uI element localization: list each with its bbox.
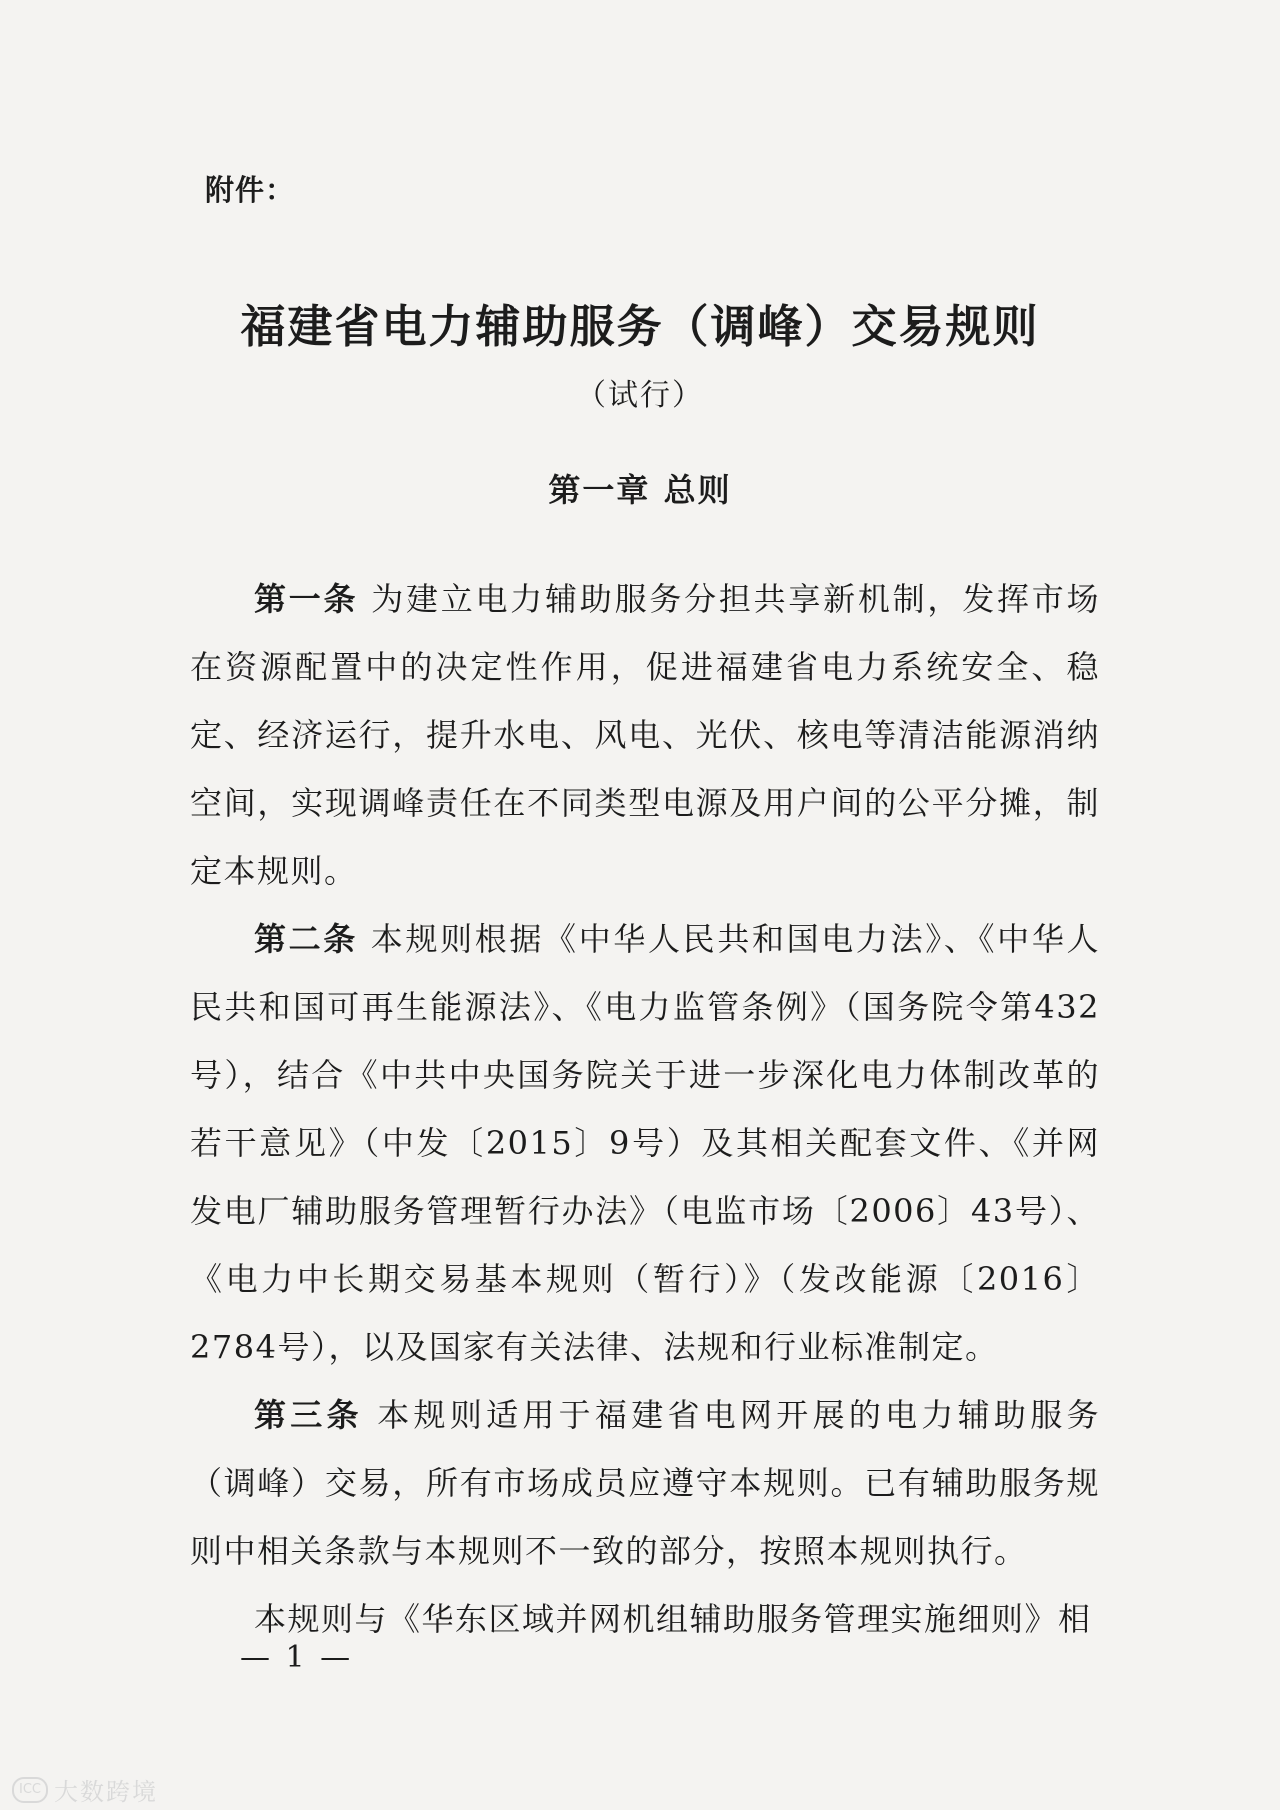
article-1-head: 第一条 — [254, 580, 359, 618]
watermark-logo-icon: ICC — [12, 1777, 48, 1803]
article-3-head: 第三条 — [254, 1396, 363, 1434]
article-1 — [190, 565, 1100, 905]
attachment-label: 附件： — [205, 173, 296, 207]
article-2-text: 本规则根据《中华人民共和国电力法》、《中华人民共和国可再生能源法》、《电力监管条例》（国务院令第432号），结合《中共中央国务院关于进一步深化电力体制改革的若干意见》（中发〔2015〕9号）及其相关配套文件、《并网发电厂辅助服务管理暂行办法》（电监市场〔2006〕43号）、《电力中长期交易基本规则（暂行）》（发改能源〔2016〕2784号），以及国家有关法律、法规和行业标准制定。 — [190, 920, 1100, 1366]
article-3 — [190, 1381, 1100, 1585]
continuation-paragraph: 本规则与《华东区域并网机组辅助服务管理实施细则》相 — [254, 1600, 1092, 1638]
chapter-heading: 第一章 总则 — [548, 471, 732, 509]
article-2-head: 第二条 — [254, 920, 358, 958]
watermark-text: 大数跨境 — [54, 1778, 158, 1806]
page-number: — 1 — — [240, 1640, 354, 1675]
article-3-text: 本规则适用于福建省电网开展的电力辅助服务（调峰）交易，所有市场成员应遵守本规则。已有辅助服务规则中相关条款与本规则不一致的部分，按照本规则执行。 — [190, 1396, 1100, 1570]
document-title: 福建省电力辅助服务（调峰）交易规则 — [240, 300, 1040, 353]
document-subtitle: （试行） — [576, 378, 704, 413]
document-body — [190, 565, 1100, 1653]
article-1-text: 为建立电力辅助服务分担共享新机制，发挥市场在资源配置中的决定性作用，促进福建省电力系统安全、稳定、经济运行，提升水电、风电、光伏、核电等清洁能源消纳空间，实现调峰责任在不同类型电源及用户间的公平分摊，制定本规则。 — [190, 580, 1100, 890]
watermark — [12, 1772, 158, 1807]
article-2 — [190, 905, 1100, 1381]
